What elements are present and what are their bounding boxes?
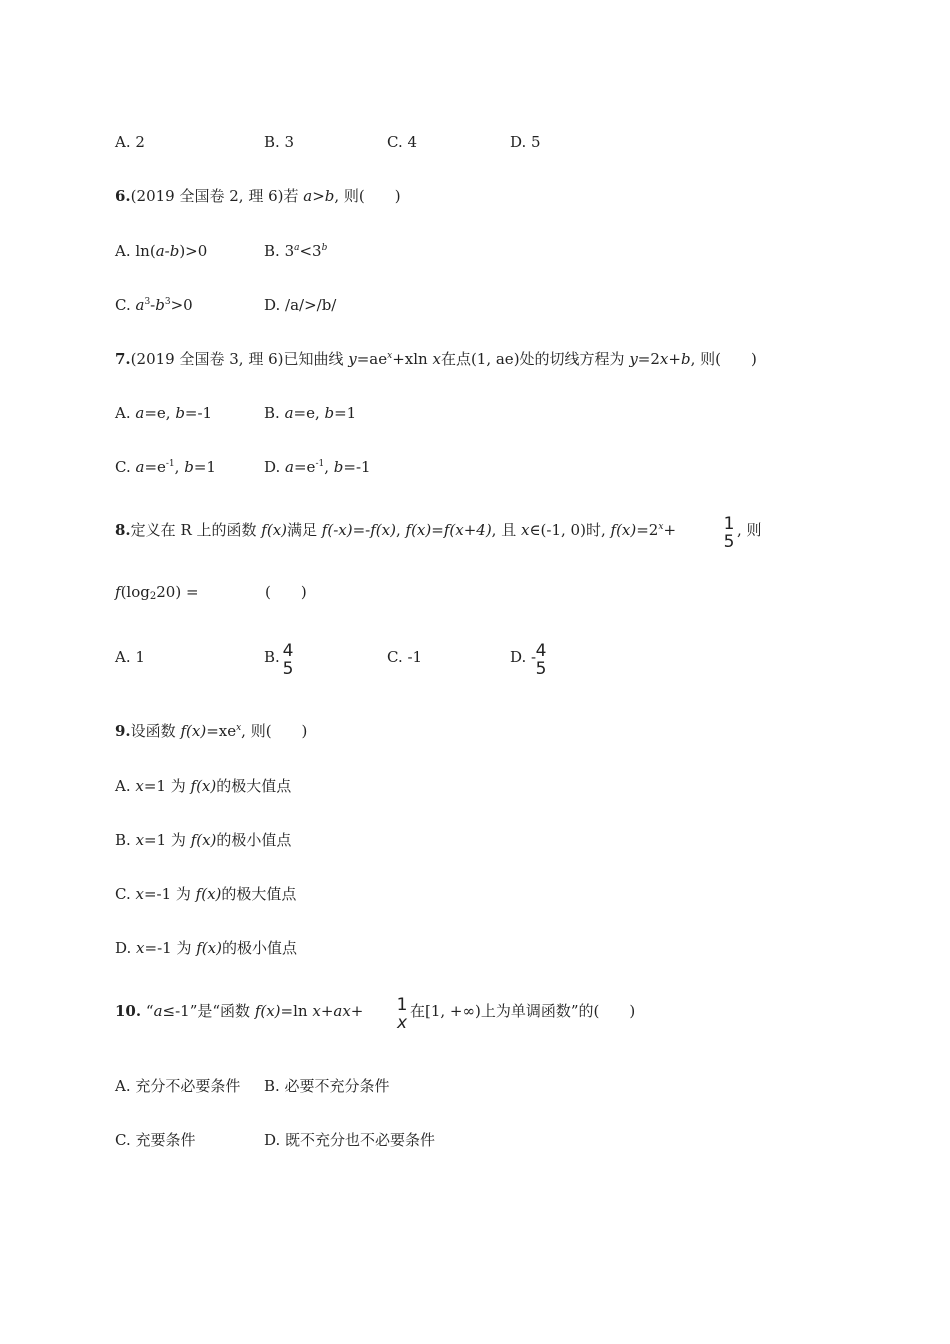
q7-option-c-sep: , bbox=[174, 458, 185, 476]
q9-option-b-f: f bbox=[190, 831, 197, 849]
q8-option-b-num: 4 bbox=[282, 641, 294, 661]
q7-option-a-a: a bbox=[135, 404, 145, 422]
q9-option-a-f: f bbox=[190, 777, 197, 795]
q8-line2-sub: 2 bbox=[149, 591, 157, 602]
q7-stem bbox=[115, 349, 757, 369]
q7-option-d-b: b bbox=[333, 458, 344, 476]
q9-option-c-val: =-1 为 bbox=[143, 885, 196, 903]
q10-stem-b: ≤-1”是“函数 bbox=[162, 1002, 255, 1020]
q7-line-eq: =2 bbox=[637, 350, 660, 368]
q6-option-a-pre: ln( bbox=[135, 242, 156, 260]
q6-option-a-post: )>0 bbox=[179, 242, 208, 260]
q6-option-b-label: B. bbox=[264, 242, 285, 260]
q9-option-b-end: 的极小值点 bbox=[216, 831, 292, 849]
q6-option-b-base: 3 bbox=[284, 242, 295, 260]
q6-option-c bbox=[115, 295, 193, 315]
q7-option-d-a: a bbox=[285, 458, 294, 476]
q10-stem bbox=[115, 1001, 363, 1021]
q7-option-b bbox=[264, 403, 356, 423]
q9-stem-b: =xe bbox=[206, 722, 237, 740]
q7-line-plus: + bbox=[668, 350, 681, 368]
q8-answer-paren: ( ) bbox=[265, 583, 307, 601]
q8-stem bbox=[115, 520, 676, 540]
q10-f: f bbox=[254, 1002, 261, 1020]
q6-relation: a>b bbox=[303, 187, 335, 205]
q6-option-b bbox=[264, 241, 327, 261]
q7-stem-end: , 则( ) bbox=[690, 350, 757, 368]
q10-option-b: B. 必要不充分条件 bbox=[264, 1077, 390, 1095]
q10-option-a: A. 充分不必要条件 bbox=[115, 1077, 241, 1095]
q6-option-c-exp: 3 bbox=[144, 297, 151, 307]
q9-option-c bbox=[115, 884, 296, 904]
q9-option-b-label: B. bbox=[115, 831, 136, 849]
q10-stem-end: 在[1, +∞)上为单调函数”的( ) bbox=[410, 1002, 636, 1020]
q8-option-b-den: 5 bbox=[282, 659, 294, 679]
q7-option-a-eq: =e, bbox=[144, 404, 176, 422]
q8-option-b-label: B. bbox=[264, 648, 280, 666]
q9-stem-a: 设函数 bbox=[130, 722, 181, 740]
q6-source: (2019 全国卷 2, 理 6)若 bbox=[130, 187, 304, 205]
q7-curve-rest: +xln bbox=[392, 350, 433, 368]
q7-option-b-val: =1 bbox=[334, 404, 357, 422]
q8-f6: f bbox=[610, 521, 617, 539]
q8-stem-h-exp: x bbox=[658, 522, 664, 532]
q7-option-b-a: a bbox=[284, 404, 294, 422]
q8-x1: (x) bbox=[266, 521, 288, 539]
q8-x5: (x+4) bbox=[449, 521, 492, 539]
q6-option-a bbox=[115, 241, 207, 261]
q10-stem-a: “ bbox=[145, 1002, 154, 1020]
q9-number: 9. bbox=[115, 722, 131, 740]
q7-option-d bbox=[264, 457, 371, 477]
q9-option-a-val: =1 为 bbox=[143, 777, 191, 795]
q9-option-c-fx: (x) bbox=[201, 885, 222, 903]
q7-option-a-b: b bbox=[175, 404, 185, 422]
q8-stem-end: , 则 bbox=[737, 521, 762, 539]
q9-option-b-val: =1 为 bbox=[144, 831, 191, 849]
q7-option-b-b: b bbox=[324, 404, 335, 422]
q10-stem-c: =ln bbox=[280, 1002, 313, 1020]
q6-stem-end: , 则( ) bbox=[334, 187, 401, 205]
q9-option-c-f: f bbox=[195, 885, 202, 903]
q8-option-a: A. 1 bbox=[115, 648, 145, 666]
q7-source: (2019 全国卷 3, 理 6)已知曲线 bbox=[130, 350, 349, 368]
q10-option-c: C. 充要条件 bbox=[115, 1131, 196, 1149]
q8-option-d-label: D. - bbox=[510, 648, 537, 666]
q5-option-a: A. 2 bbox=[115, 133, 145, 151]
q8-x2: (-x) bbox=[327, 521, 353, 539]
q8-line2-f: f bbox=[115, 583, 121, 601]
q8-number: 8. bbox=[115, 521, 131, 539]
q8-option-d-den: 5 bbox=[535, 659, 547, 679]
q7-option-a-label: A. bbox=[115, 404, 136, 422]
q8-f3: f bbox=[370, 521, 376, 539]
q7-option-b-label: B. bbox=[264, 404, 285, 422]
q8-option-d-fraction bbox=[534, 642, 548, 678]
q8-f1: f bbox=[261, 521, 267, 539]
q6-option-c-b: b bbox=[155, 296, 165, 314]
q7-curve-x: x bbox=[432, 350, 441, 368]
q9-option-c-end: 的极大值点 bbox=[221, 885, 297, 903]
q6-option-c-minus: - bbox=[150, 296, 156, 314]
q7-line-b: b bbox=[680, 350, 691, 368]
q9-option-a bbox=[115, 776, 291, 796]
q8-f2: f bbox=[321, 521, 328, 539]
q9-option-a-fx: (x) bbox=[196, 777, 217, 795]
q7-curve-eq: =ae bbox=[356, 350, 388, 368]
q8-x4: (x) bbox=[411, 521, 432, 539]
q5-option-c: C. 4 bbox=[387, 133, 418, 151]
q9-option-d-val: =-1 为 bbox=[144, 939, 197, 957]
q6-option-b-exp-b: b bbox=[321, 243, 328, 253]
q9-stem bbox=[115, 721, 307, 741]
q6-number: 6. bbox=[115, 187, 131, 205]
q7-number: 7. bbox=[115, 350, 131, 368]
q9-stem-exp: x bbox=[236, 723, 242, 733]
q7-option-c bbox=[115, 457, 216, 477]
q8-line2 bbox=[115, 582, 199, 602]
q9-option-c-label: C. bbox=[115, 885, 136, 903]
q6-option-a-math: a-b bbox=[155, 242, 180, 260]
q6-option-d: D. /a/>/b/ bbox=[264, 296, 337, 314]
q9-option-a-end: 的极大值点 bbox=[216, 777, 292, 795]
q7-option-c-exp: -1 bbox=[165, 459, 175, 469]
q6-option-c-label: C. bbox=[115, 296, 136, 314]
q7-option-a bbox=[115, 403, 212, 423]
q8-stem-d: , bbox=[395, 521, 406, 539]
q7-option-a-val: =-1 bbox=[184, 404, 213, 422]
q10-fx: (x) bbox=[260, 1002, 281, 1020]
q6-option-c-post: >0 bbox=[170, 296, 193, 314]
q8-stem-e: = bbox=[431, 521, 444, 539]
q7-line-x: x bbox=[659, 350, 669, 368]
q8-option-b-fraction bbox=[281, 642, 295, 678]
q7-option-d-val: =-1 bbox=[343, 458, 371, 476]
q8-stem-b: 满足 bbox=[287, 521, 322, 539]
q9-option-d-x: x bbox=[136, 939, 145, 957]
q8-stem-f: , 且 bbox=[491, 521, 521, 539]
q7-line-y: y bbox=[629, 350, 638, 368]
q8-x7: (x) bbox=[616, 521, 637, 539]
q7-option-c-b: b bbox=[184, 458, 194, 476]
q9-option-d-fx: (x) bbox=[201, 939, 222, 957]
q8-stem-fraction-den: 5 bbox=[723, 532, 735, 552]
q9-option-c-x: x bbox=[135, 885, 144, 903]
q10-stem-e: + bbox=[350, 1002, 364, 1020]
q6-stem bbox=[115, 186, 401, 206]
q7-option-b-eq: =e, bbox=[293, 404, 325, 422]
q7-option-d-exp: -1 bbox=[315, 459, 325, 469]
q10-stem-a-var: a bbox=[153, 1002, 163, 1020]
q7-option-d-eq: =e bbox=[293, 458, 316, 476]
q9-option-d-f: f bbox=[196, 939, 202, 957]
q8-stem-a: 定义在 R 上的函数 bbox=[130, 521, 262, 539]
q8-line2-a: (log bbox=[120, 583, 150, 601]
q7-option-d-sep: , bbox=[324, 458, 334, 476]
q8-option-d-num: 4 bbox=[535, 641, 547, 661]
q9-f: f bbox=[180, 722, 187, 740]
q8-f4: f bbox=[405, 521, 412, 539]
q9-x: (x) bbox=[186, 722, 207, 740]
q9-option-b-fx: (x) bbox=[196, 831, 217, 849]
q8-stem-fraction-num: 1 bbox=[723, 514, 735, 534]
q8-x6: x bbox=[520, 521, 530, 539]
q8-line2-b: 20) = bbox=[156, 583, 199, 601]
q5-option-d: D. 5 bbox=[510, 133, 541, 151]
q6-option-c-a: a bbox=[135, 296, 145, 314]
q9-option-b-x: x bbox=[135, 831, 145, 849]
q10-stem-fraction-num: 1 bbox=[396, 995, 408, 1015]
q9-stem-end: , 则( ) bbox=[241, 722, 308, 740]
q7-option-d-label: D. bbox=[264, 458, 286, 476]
q10-option-d: D. 既不充分也不必要条件 bbox=[264, 1131, 436, 1149]
q9-option-a-x: x bbox=[135, 777, 144, 795]
q8-stem-fraction bbox=[722, 515, 736, 551]
q7-curve-y: y bbox=[348, 350, 357, 368]
q10-ax: ax bbox=[333, 1002, 351, 1020]
q9-option-d-label: D. bbox=[115, 939, 137, 957]
q8-stem-h: =2 bbox=[636, 521, 659, 539]
q9-option-a-label: A. bbox=[115, 777, 136, 795]
q8-x3: (x) bbox=[375, 521, 396, 539]
q7-curve-exp: x bbox=[387, 351, 393, 361]
q6-option-a-label: A. bbox=[115, 242, 136, 260]
q9-option-d-end: 的极小值点 bbox=[221, 939, 297, 957]
q7-option-c-val: =1 bbox=[193, 458, 216, 476]
q10-stem-fraction bbox=[395, 996, 409, 1032]
q7-point: 在点(1, ae)处的切线方程为 bbox=[440, 350, 630, 368]
q9-option-b bbox=[115, 830, 291, 850]
q9-option-d bbox=[115, 938, 297, 958]
q7-option-c-a: a bbox=[135, 458, 145, 476]
q10-number: 10. bbox=[115, 1002, 142, 1020]
q8-stem-c: =- bbox=[352, 521, 371, 539]
q7-option-c-eq: =e bbox=[144, 458, 166, 476]
q5-option-b: B. 3 bbox=[264, 133, 295, 151]
q6-option-b-mid: <3 bbox=[299, 242, 322, 260]
q10-stem-fraction-den: x bbox=[396, 1013, 408, 1033]
q8-option-c: C. -1 bbox=[387, 648, 423, 666]
q6-option-b-exp-a: a bbox=[294, 243, 300, 253]
q8-f5: f bbox=[443, 521, 450, 539]
q8-stem-h-plus: + bbox=[663, 521, 677, 539]
q10-x1: x bbox=[312, 1002, 321, 1020]
q10-stem-d: + bbox=[320, 1002, 334, 1020]
q7-option-c-label: C. bbox=[115, 458, 136, 476]
q8-stem-g: ∈(-1, 0)时, bbox=[529, 521, 611, 539]
q6-option-c-exp2: 3 bbox=[164, 297, 171, 307]
